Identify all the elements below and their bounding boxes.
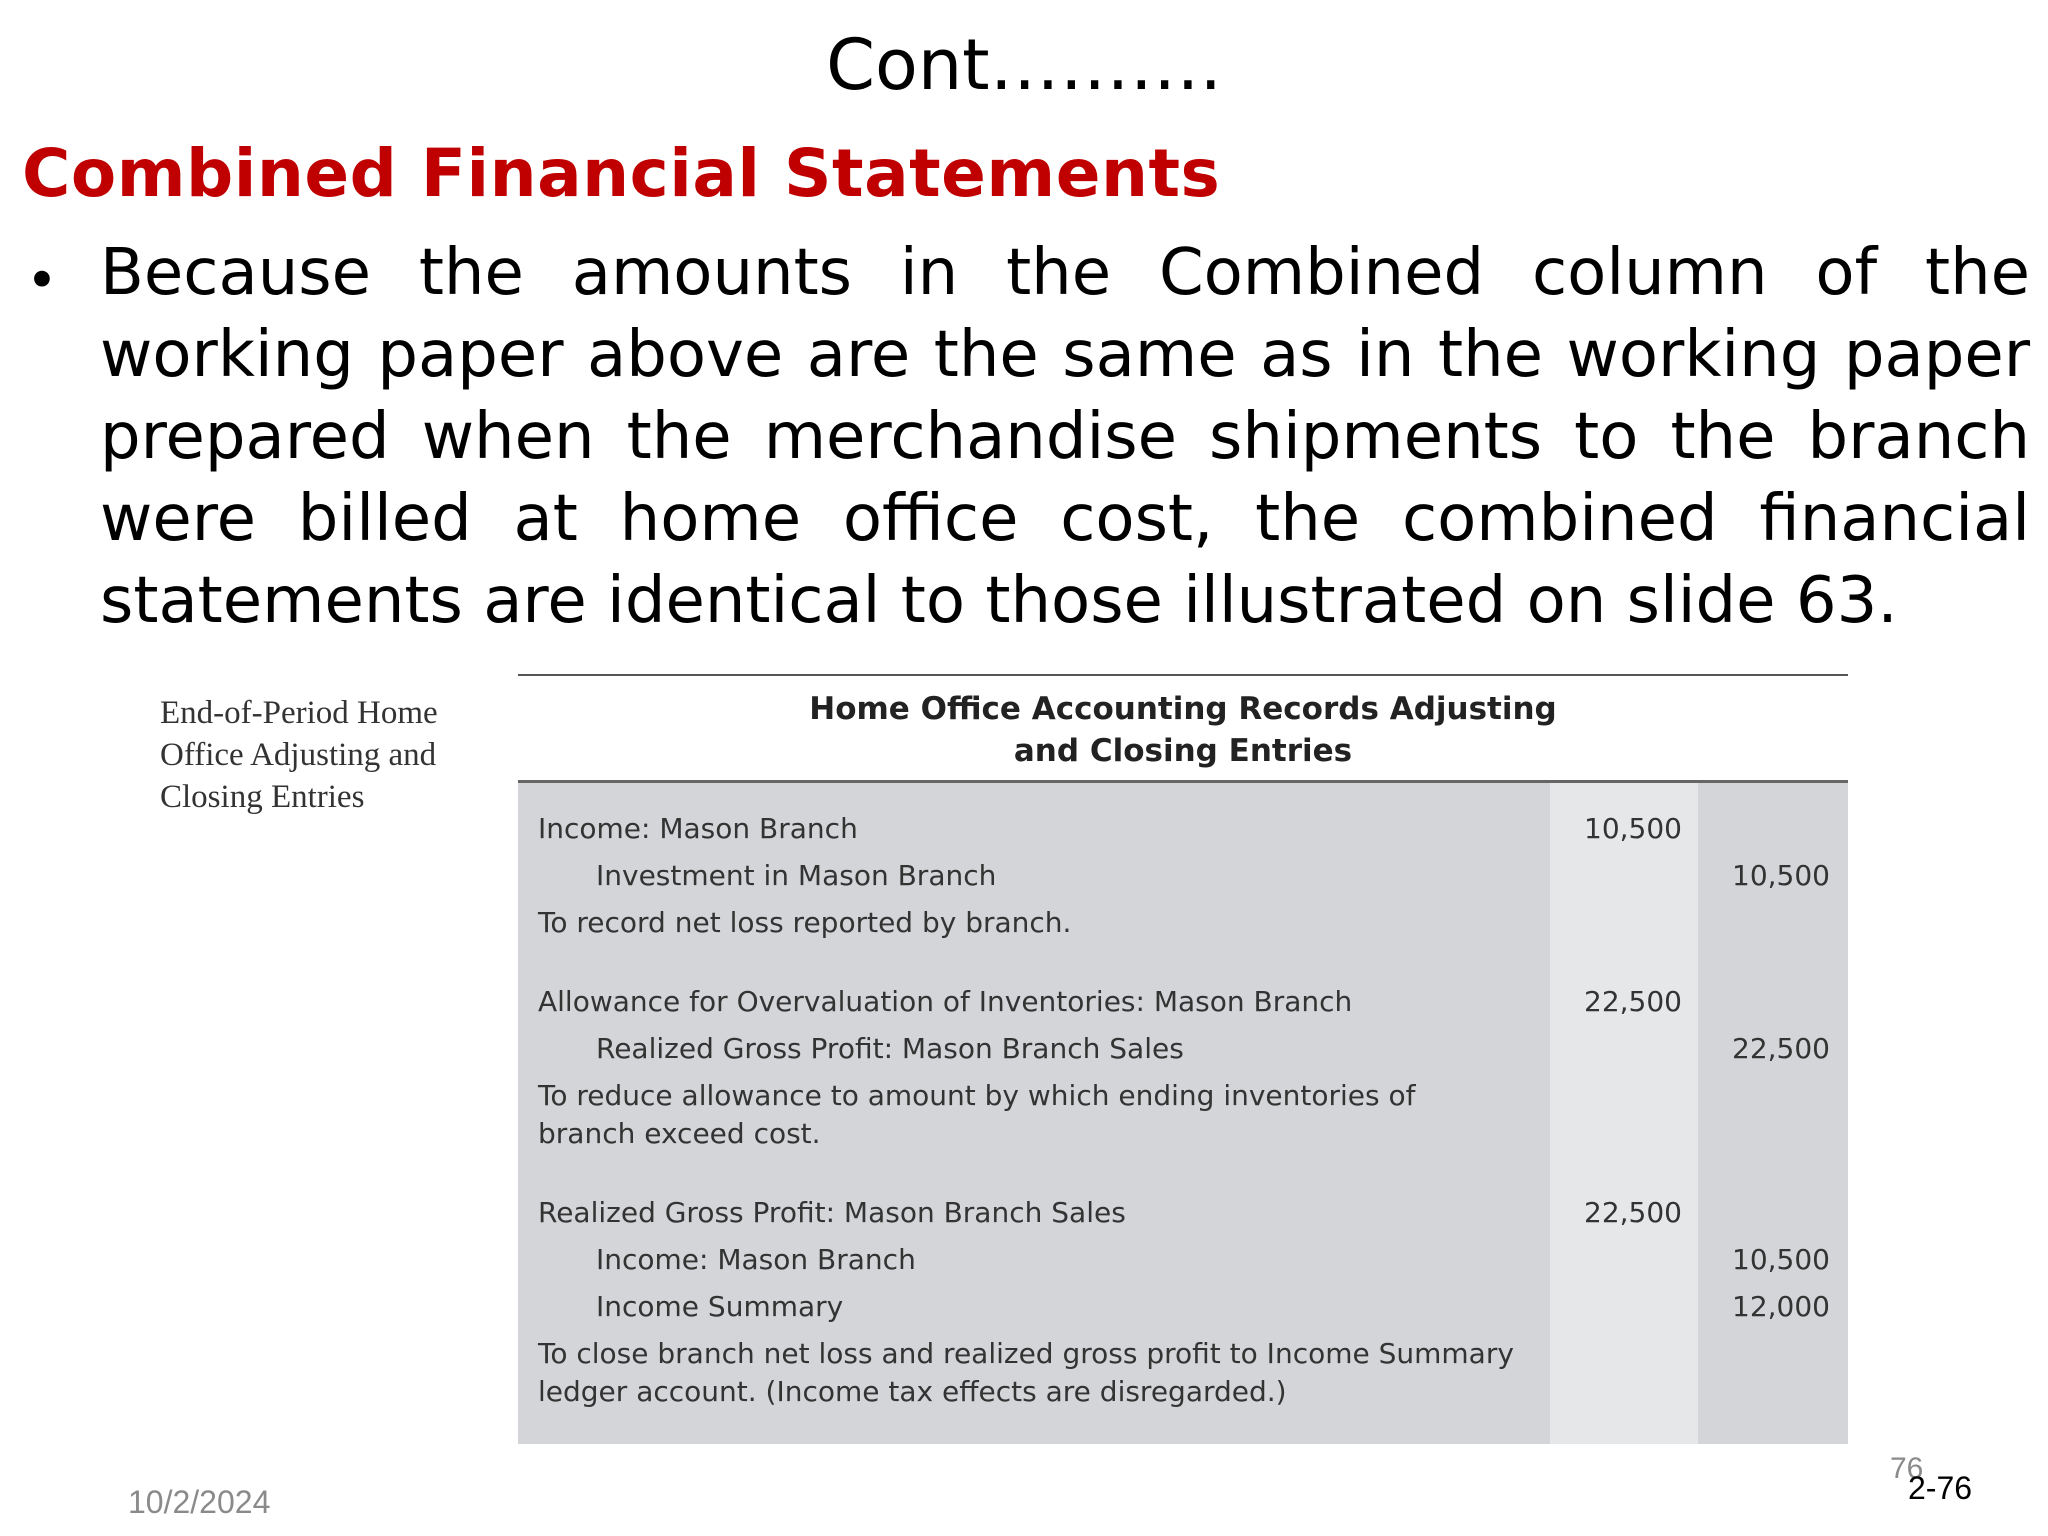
debit-amount: 22,500 [1584, 985, 1682, 1018]
explanation-line: To record net loss reported by branch. [538, 906, 1072, 939]
table-heading [518, 688, 1848, 772]
account-name: Income: Mason Branch [596, 1243, 916, 1276]
entry-explanation [538, 1335, 1538, 1411]
bullet-paragraph: Because the amounts in the Combined column of the working paper above are the same as in the working paper prepared when the merchandise shipments to the branch were billed at home office cost, the combined financial statements are identical to those illustrated on slide 63. [100, 236, 2030, 638]
journal-line [518, 809, 1848, 849]
slide-title: Cont………. [826, 24, 1222, 106]
account-name: Income Summary [596, 1290, 844, 1323]
slide-code: 2-76 [1908, 1470, 1973, 1506]
figure-caption [160, 692, 460, 818]
account-name: Investment in Mason Branch [596, 859, 997, 892]
explanation-line: ledger account. (Income tax effects are disregarded.) [538, 1375, 1287, 1408]
explanation-line: To close branch net loss and realized gross profit to Income Summary [538, 1337, 1514, 1370]
credit-amount: 10,500 [1732, 859, 1830, 892]
account-name: Income: Mason Branch [538, 812, 858, 845]
account-name: Realized Gross Profit: Mason Branch Sales [538, 1196, 1126, 1229]
section-subtitle: Combined Financial Statements [22, 135, 1221, 212]
bullet-marker: • [26, 249, 58, 312]
credit-amount: 12,000 [1732, 1290, 1830, 1323]
journal-line [518, 1240, 1848, 1280]
figure-caption-line: End-of-Period Home [160, 695, 438, 731]
debit-amount: 10,500 [1584, 812, 1682, 845]
credit-amount: 22,500 [1732, 1032, 1830, 1065]
credit-amount: 10,500 [1732, 1243, 1830, 1276]
journal-line [518, 1193, 1848, 1233]
debit-amount: 22,500 [1584, 1196, 1682, 1229]
explanation-line: To reduce allowance to amount by which ending inventories of [538, 1079, 1416, 1112]
journal-line [518, 1029, 1848, 1069]
figure-caption-line: Closing Entries [160, 779, 365, 815]
entry-explanation [538, 1077, 1438, 1153]
page-number: 76 [1890, 1452, 1924, 1485]
journal-line [518, 1287, 1848, 1327]
explanation-line: branch exceed cost. [538, 1117, 821, 1150]
journal-entries-table [518, 674, 1848, 1444]
table-top-rule [518, 674, 1848, 676]
journal-line [518, 982, 1848, 1022]
footer-date: 10/2/2024 [128, 1484, 271, 1520]
entry-explanation [538, 904, 1438, 942]
journal-line [518, 856, 1848, 896]
table-heading-line: Home Office Accounting Records Adjusting [809, 691, 1557, 727]
table-heading-line: and Closing Entries [1013, 733, 1353, 769]
account-name: Allowance for Overvaluation of Inventories: Mason Branch [538, 985, 1353, 1018]
figure-caption-line: Office Adjusting and [160, 737, 437, 773]
account-name: Realized Gross Profit: Mason Branch Sales [596, 1032, 1184, 1065]
